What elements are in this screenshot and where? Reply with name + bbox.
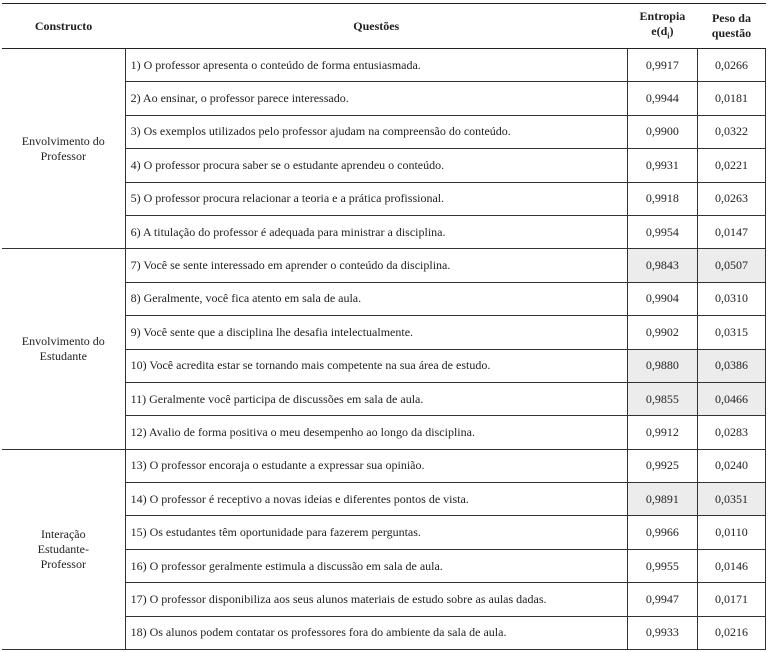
entropy-cell: 0,9925 [627,449,697,482]
question-cell: 18) Os alunos podem contatar os professores fora do ambiente da sala de aula. [125,616,627,649]
header-entropia-close: ) [669,23,674,38]
weight-cell: 0,0147 [697,215,765,248]
entropy-cell: 0,9954 [627,215,697,248]
weight-cell: 0,0386 [697,349,765,382]
entropy-cell: 0,9855 [627,382,697,415]
entropy-cell: 0,9902 [627,316,697,349]
constructo-line2: Professor [40,148,86,163]
weight-cell: 0,0266 [697,49,765,82]
question-cell: 9) Você sente que a disciplina lhe desafia intelectualmente. [125,316,627,349]
entropy-cell: 0,9891 [627,483,697,516]
question-cell: 2) Ao ensinar, o professor parece interessado. [125,82,627,115]
constructo-line1: Envolvimento do [21,334,105,349]
entropy-cell: 0,9917 [627,49,697,82]
weight-cell: 0,0283 [697,416,765,449]
header-questoes: Questões [125,4,627,49]
entropy-cell: 0,9880 [627,349,697,382]
constructo-cell [2,49,125,249]
weight-cell: 0,0351 [697,483,765,516]
weight-cell: 0,0216 [697,616,765,649]
weight-cell: 0,0466 [697,382,765,415]
question-cell: 4) O professor procura saber se o estudante aprendeu o conteúdo. [125,149,627,182]
weight-cell: 0,0507 [697,249,765,282]
constructo-line1: Interação [40,526,86,541]
question-cell: 17) O professor disponibiliza aos seus alunos materiais de estudo sobre as aulas dadas. [125,583,627,616]
constructo-line1: Envolvimento do [21,133,105,148]
question-cell: 1) O professor apresenta o conteúdo de forma entusiasmada. [125,49,627,82]
question-cell: 6) A titulação do professor é adequada para ministrar a disciplina. [125,215,627,248]
header-peso-line1: Peso da [711,11,751,25]
entropy-cell: 0,9918 [627,182,697,215]
weight-cell: 0,0171 [697,583,765,616]
question-cell: 10) Você acredita estar se tornando mais competente na sua área de estudo. [125,349,627,382]
question-cell: 11) Geralmente você participa de discussões em sala de aula. [125,382,627,415]
entropy-cell: 0,9933 [627,616,697,649]
entropy-cell: 0,9931 [627,149,697,182]
question-cell: 8) Geralmente, você fica atento em sala de aula. [125,282,627,315]
constructo-line2: Estudante [39,349,87,364]
header-entropia-subscript: i [667,31,670,41]
weight-cell: 0,0322 [697,115,765,148]
entropy-cell: 0,9966 [627,516,697,549]
question-cell: 12) Avalio de forma positiva o meu desempenho ao longo da disciplina. [125,416,627,449]
question-cell: 15) Os estudantes têm oportunidade para fazerem perguntas. [125,516,627,549]
entropy-cell: 0,9843 [627,249,697,282]
weight-cell: 0,0110 [697,516,765,549]
entropy-cell: 0,9900 [627,115,697,148]
header-entropia-label: Entropia [639,8,686,23]
entropy-weights-table [2,3,766,650]
table-row [2,449,766,482]
header-peso [697,4,765,49]
table-row [2,249,766,282]
weight-cell: 0,0310 [697,282,765,315]
entropy-cell: 0,9904 [627,282,697,315]
header-peso-line2: questão [711,26,752,40]
weight-cell: 0,0181 [697,82,765,115]
question-cell: 5) O professor procura relacionar a teoria e a prática profissional. [125,182,627,215]
constructo-line2: Estudante- [37,541,89,556]
question-cell: 7) Você se sente interessado em aprender o conteúdo da disciplina. [125,249,627,282]
constructo-cell [2,249,125,449]
entropy-cell: 0,9944 [627,82,697,115]
question-cell: 13) O professor encoraja o estudante a expressar sua opinião. [125,449,627,482]
header-entropia [627,4,697,49]
constructo-line3: Professor [40,556,86,571]
question-cell: 3) Os exemplos utilizados pelo professor ajudam na compreensão do conteúdo. [125,115,627,148]
table-row [2,49,766,82]
header-constructo: Constructo [2,4,125,49]
entropy-cell: 0,9912 [627,416,697,449]
question-cell: 14) O professor é receptivo a novas ideias e diferentes pontos de vista. [125,483,627,516]
weight-cell: 0,0315 [697,316,765,349]
header-entropia-symbol: e(d [651,23,668,38]
weight-cell: 0,0240 [697,449,765,482]
header-row [2,4,766,49]
entropy-cell: 0,9955 [627,549,697,582]
question-cell: 16) O professor geralmente estimula a discussão em sala de aula. [125,549,627,582]
weight-cell: 0,0221 [697,149,765,182]
weight-cell: 0,0263 [697,182,765,215]
constructo-cell [2,449,125,649]
entropy-cell: 0,9947 [627,583,697,616]
weight-cell: 0,0146 [697,549,765,582]
